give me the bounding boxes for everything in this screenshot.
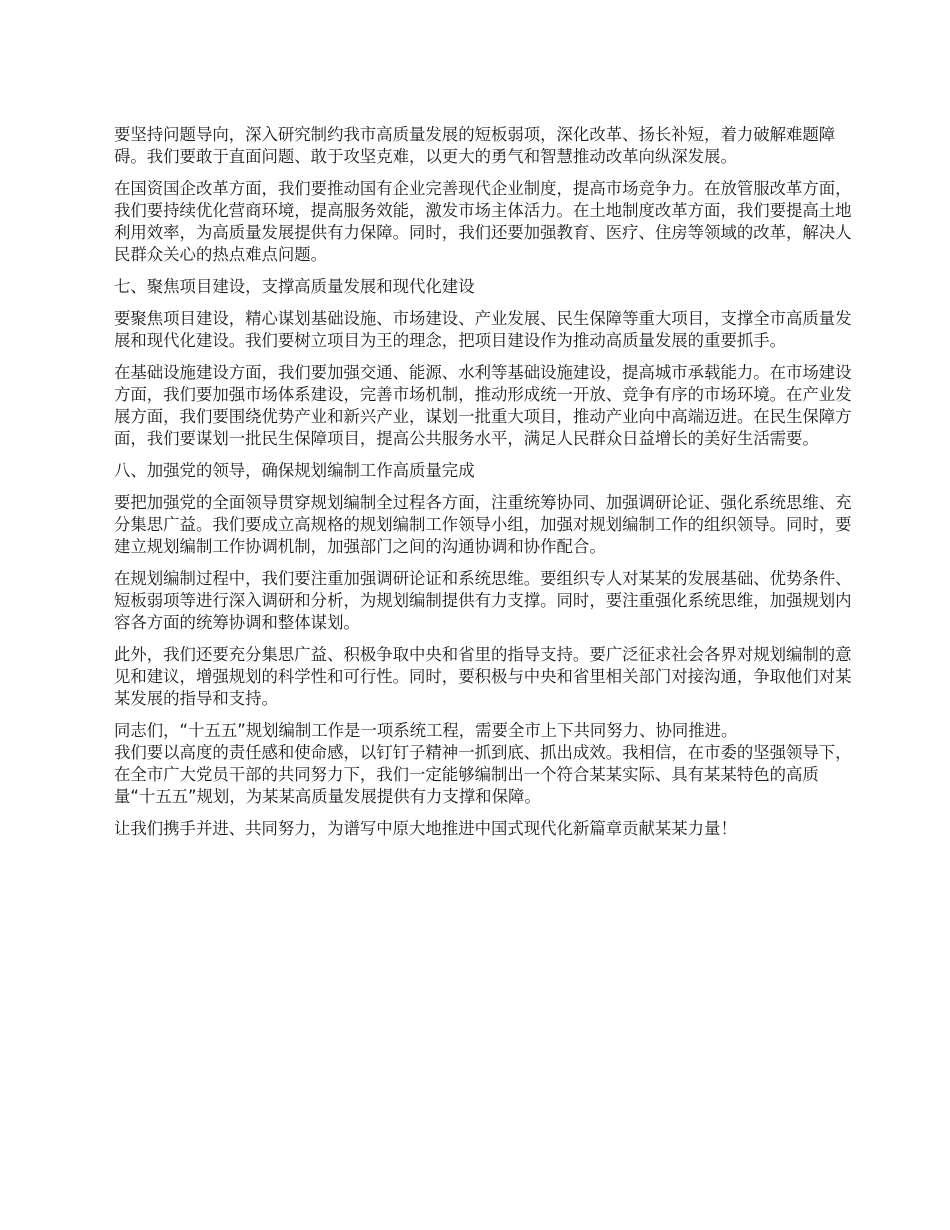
- paragraph-6: 在规划编制过程中，我们要注重加强调研论证和系统思维。要组织专人对某某的发展基础、优势条件、短板弱项等进行深入调研和分析，为规划编制提供有力支撑。同时，要注重强化系统思维，加强规划内容各方面的统筹协调和整体谋划。: [114, 569, 852, 632]
- paragraph-7: 此外，我们还要充分集思广益、积极争取中央和省里的指导支持。要广泛征求社会各界对规划编制的意见和建议，增强规划的科学性和可行性。同时，要积极与中央和省里相关部门对接沟通，争取他们对某某发展的指导和支持。: [114, 645, 852, 708]
- paragraph-1: 要坚持问题导向，深入研究制约我市高质量发展的短板弱项，深化改革、扬长补短，着力破解难题障碍。我们要敢于直面问题、敢于攻坚克难，以更大的勇气和智慧推动改革向纵深发展。: [114, 125, 836, 166]
- paragraph-5: 要把加强党的全面领导贯穿规划编制全过程各方面，注重统筹协同、加强调研论证、强化系统思维、充分集思广益。我们要成立高规格的规划编制工作领导小组，加强对规划编制工作的组织领导。同时，要建立规划编制工作协调机制，加强部门之间的沟通协调和协作配合。: [114, 493, 852, 556]
- document-body: [114, 124, 856, 850]
- paragraph-8: [114, 720, 856, 808]
- closing-paragraph: 让我们携手并进、共同努力，为谱写中原大地推进中国式现代化新篇章贡献某某力量！: [114, 819, 737, 838]
- paragraph-8-line-2: 我们要以高度的责任感和使命感，以钉钉子精神一抓到底、抓出成效。我相信，在市委的坚强领导下，在全市广大党员干部的共同努力下，我们一定能够编制出一个符合某某实际、具有某某特色的高质量“十五五”规划，为某某高质量发展提供有力支撑和保障。: [114, 743, 852, 806]
- section-heading-8: 八、加强党的领导，确保规划编制工作高质量完成: [114, 461, 475, 480]
- paragraph-2: 在国资国企改革方面，我们要推动国有企业完善现代企业制度，提高市场竞争力。在放管服改革方面，我们要持续优化营商环境，提高服务效能，激发市场主体活力。在土地制度改革方面，我们要提高土地利用效率，为高质量发展提供有力保障。同时，我们还要加强教育、医疗、住房等领域的改革，解决人民群众关心的热点难点问题。: [114, 179, 852, 264]
- paragraph-3: 要聚焦项目建设，精心谋划基础设施、市场建设、产业发展、民生保障等重大项目，支撑全市高质量发展和现代化建设。我们要树立项目为王的理念，把项目建设作为推动高质量发展的重要抓手。: [114, 309, 852, 350]
- paragraph-8-line-1: 同志们，“十五五”规划编制工作是一项系统工程，需要全市上下共同努力、协同推进。: [114, 721, 738, 740]
- paragraph-4: 在基础设施建设方面，我们要加强交通、能源、水利等基础设施建设，提高城市承载能力。在市场建设方面，我们要加强市场体系建设，完善市场机制，推动形成统一开放、竞争有序的市场环境。在产业发展方面，我们要围绕优势产业和新兴产业，谋划一批重大项目，推动产业向中高端迈进。在民生保障方面，我们要谋划一批民生保障项目，提高公共服务水平，满足人民群众日益增长的美好生活需要。: [114, 363, 852, 448]
- section-heading-7: 七、聚焦项目建设，支撑高质量发展和现代化建设: [114, 277, 475, 296]
